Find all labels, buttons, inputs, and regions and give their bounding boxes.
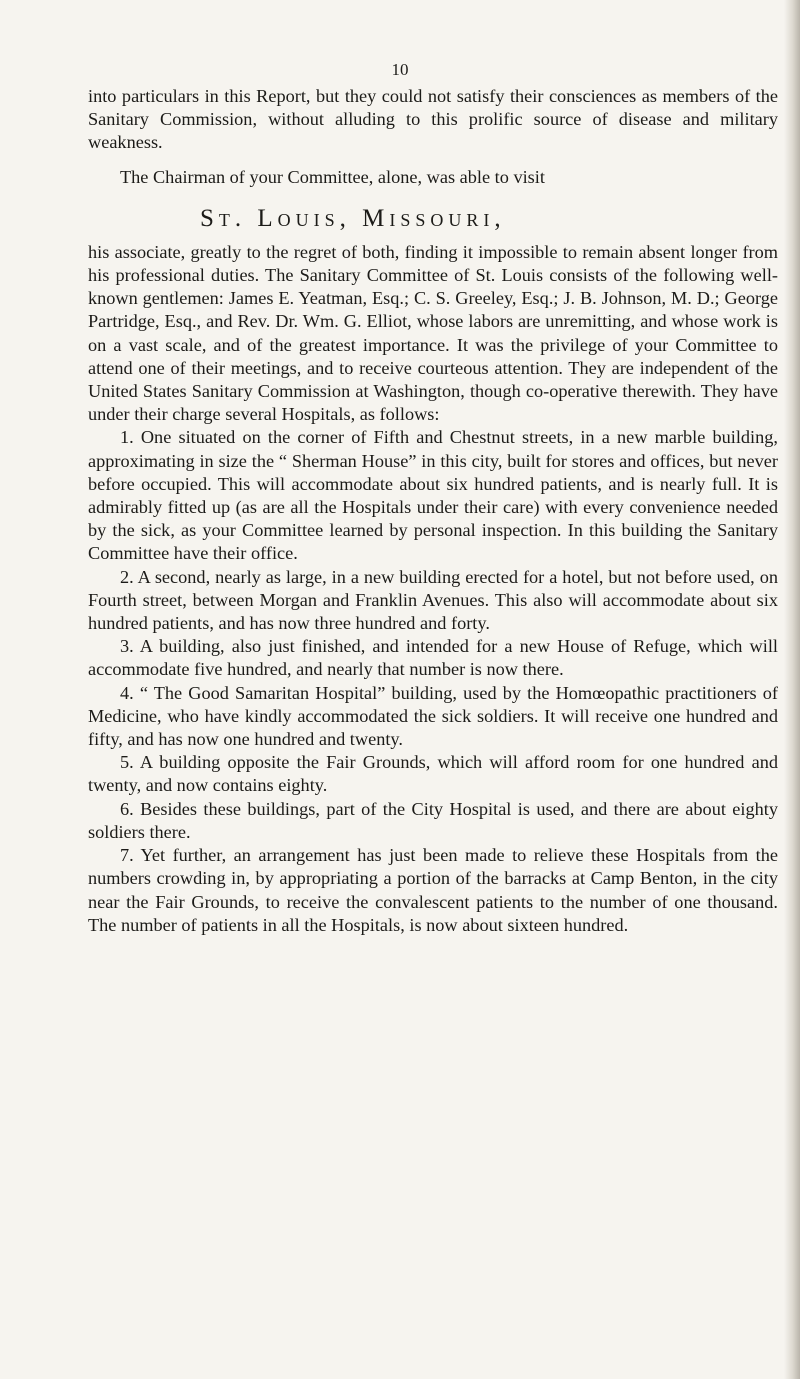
page-edge-shadow bbox=[784, 0, 800, 1379]
associate-paragraph: his associate, greatly to the regret of both, finding it impossible to remain absent longer from his professional duties. The Sanitary Committee of St. Louis consists of the following well-known gentlemen: James E. Yeatman, Esq.; C. S. Greeley, Esq.; J. B. Johnson, M. D.; George Partridge, Esq., and Rev. Dr. Wm. G. Elliot, whose labors are unremitting, and whose work is on a vast scale, and of the greatest importance. It was the privilege of your Committee to attend one of their meetings, and to receive courteous attention. They are independent of the United States Sanitary Commission at Washington, though co-operative therewith. They have under their charge several Hospitals, as follows: bbox=[88, 241, 778, 425]
hospital-item-3: 3. A building, also just finished, and intended for a new House of Refuge, which will accommodate five hundred, and nearly that number is now there. bbox=[88, 636, 778, 680]
hospital-item-7: 7. Yet further, an arrangement has just been made to relieve these Hospitals from the numbers crowding in, by appropriating a portion of the barracks at Camp Benton, in the city near the Fair Grounds, to receive the convalescent patients to the number of one thousand. The number of patients in all the Hospitals, is now about sixteen hundred. bbox=[88, 845, 778, 935]
hospital-item-5: 5. A building opposite the Fair Grounds, which will afford room for one hundred and twenty, and now contains eighty. bbox=[88, 752, 778, 796]
hospital-item-4: 4. “ The Good Samaritan Hospital” building, used by the Homœopathic practitioners of Medicine, who have kindly accommodated the sick soldiers. It will receive one hundred and fifty, and has now one hundred and twenty. bbox=[88, 682, 778, 750]
chairman-paragraph: The Chairman of your Committee, alone, was able to visit bbox=[120, 166, 545, 187]
hospital-item-6: 6. Besides these buildings, part of the City Hospital is used, and there are about eighty soldiers there. bbox=[88, 798, 778, 842]
city-heading: St. Louis, Missouri, bbox=[200, 204, 506, 232]
hospital-item-2: 2. A second, nearly as large, in a new building erected for a hotel, but not before used, on Fourth street, between Morgan and Franklin Avenues. This also will accommodate about six hundred patients, and has now three hundred and forty. bbox=[88, 566, 778, 634]
report-body bbox=[88, 85, 778, 937]
intro-paragraph: into particulars in this Report, but they could not satisfy their consciences as members of the Sanitary Commission, without alluding to this prolific source of disease and military weakness. bbox=[88, 86, 778, 153]
hospital-item-1: 1. One situated on the corner of Fifth and Chestnut streets, in a new marble building, approximating in size the “ Sherman House” in this city, built for stores and offices, but never before occupied. This will accommodate about six hundred patients, and is nearly full. It is admirably fitted up (as are all the Hospitals under their care) with every convenience needed by the sick, as your Committee learned by personal inspection. In this building the Sanitary Committee have their office. bbox=[88, 427, 778, 564]
page-number: 10 bbox=[391, 60, 409, 79]
